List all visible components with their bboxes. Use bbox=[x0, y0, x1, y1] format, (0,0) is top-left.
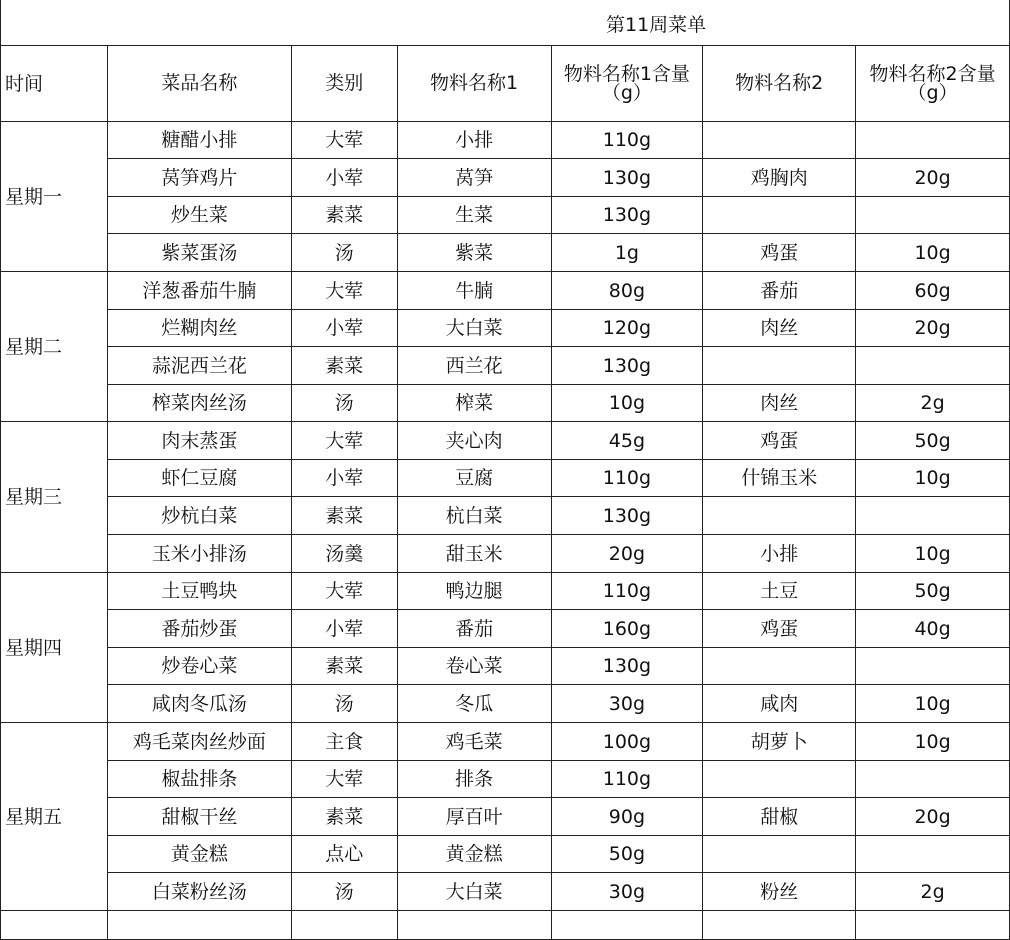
dish-name-cell: 番茄炒蛋 bbox=[107, 610, 291, 648]
empty-cell bbox=[291, 911, 397, 940]
menu-row bbox=[1, 234, 1010, 272]
day-cell: 星期一 bbox=[1, 122, 108, 272]
material2-name-cell: 什锦玉米 bbox=[703, 460, 856, 497]
category-cell: 主食 bbox=[291, 723, 397, 761]
material2-amount-cell: 20g bbox=[856, 798, 1010, 836]
category-cell: 大荤 bbox=[291, 272, 397, 310]
menu-row bbox=[1, 347, 1010, 385]
material2-name-cell bbox=[703, 347, 856, 385]
material2-name-cell: 胡萝卜 bbox=[703, 723, 856, 761]
header-cell: 物料名称1 bbox=[397, 46, 551, 122]
material2-amount-cell: 2g bbox=[856, 385, 1010, 422]
material1-name-cell: 鸡毛菜 bbox=[397, 723, 551, 761]
material1-amount-cell: 130g bbox=[551, 497, 703, 535]
category-cell: 汤 bbox=[291, 385, 397, 422]
material1-name-cell: 番茄 bbox=[397, 610, 551, 648]
material2-name-cell bbox=[703, 836, 856, 873]
material2-name-cell: 粉丝 bbox=[703, 873, 856, 911]
material2-name-cell: 土豆 bbox=[703, 573, 856, 610]
dish-name-cell: 蒜泥西兰花 bbox=[107, 347, 291, 385]
material2-name-cell: 肉丝 bbox=[703, 310, 856, 347]
dish-name-cell: 洋葱番茄牛腩 bbox=[107, 272, 291, 310]
dish-name-cell: 土豆鸭块 bbox=[107, 573, 291, 610]
header-cell: 物料名称2含量（g） bbox=[856, 46, 1010, 122]
material1-name-cell: 冬瓜 bbox=[397, 685, 551, 723]
material2-amount-cell bbox=[856, 347, 1010, 385]
material2-amount-cell: 2g bbox=[856, 873, 1010, 911]
category-cell: 汤 bbox=[291, 234, 397, 272]
header-cell: 菜品名称 bbox=[107, 46, 291, 122]
menu-row bbox=[1, 310, 1010, 347]
menu-row bbox=[1, 836, 1010, 873]
menu-row bbox=[1, 272, 1010, 310]
material1-amount-cell: 110g bbox=[551, 122, 703, 159]
material2-amount-cell bbox=[856, 648, 1010, 685]
title-row bbox=[0, 0, 1010, 45]
menu-row bbox=[1, 610, 1010, 648]
material1-name-cell: 卷心菜 bbox=[397, 648, 551, 685]
material1-name-cell: 杭白菜 bbox=[397, 497, 551, 535]
category-cell: 汤 bbox=[291, 685, 397, 723]
header-cell: 时间 bbox=[1, 46, 108, 122]
dish-name-cell: 榨菜肉丝汤 bbox=[107, 385, 291, 422]
material2-amount-cell bbox=[856, 197, 1010, 234]
category-cell: 小荤 bbox=[291, 310, 397, 347]
category-cell: 素菜 bbox=[291, 798, 397, 836]
dish-name-cell: 鸡毛菜肉丝炒面 bbox=[107, 723, 291, 761]
category-cell: 大荤 bbox=[291, 422, 397, 460]
menu-title: 第11周菜单 bbox=[606, 14, 707, 36]
material2-name-cell: 甜椒 bbox=[703, 798, 856, 836]
material1-amount-cell: 110g bbox=[551, 573, 703, 610]
material1-amount-cell: 80g bbox=[551, 272, 703, 310]
menu-row bbox=[1, 761, 1010, 798]
material2-amount-cell: 10g bbox=[856, 460, 1010, 497]
menu-row bbox=[1, 122, 1010, 159]
material1-amount-cell: 50g bbox=[551, 836, 703, 873]
menu-row bbox=[1, 573, 1010, 610]
material1-name-cell: 西兰花 bbox=[397, 347, 551, 385]
material2-amount-cell: 10g bbox=[856, 234, 1010, 272]
dish-name-cell: 紫菜蛋汤 bbox=[107, 234, 291, 272]
dish-name-cell: 炒卷心菜 bbox=[107, 648, 291, 685]
material1-name-cell: 豆腐 bbox=[397, 460, 551, 497]
material1-amount-cell: 130g bbox=[551, 347, 703, 385]
category-cell: 小荤 bbox=[291, 460, 397, 497]
dish-name-cell: 甜椒干丝 bbox=[107, 798, 291, 836]
header-cell: 物料名称1含量（g） bbox=[551, 46, 703, 122]
category-cell: 小荤 bbox=[291, 159, 397, 197]
material1-name-cell: 甜玉米 bbox=[397, 535, 551, 573]
category-cell: 大荤 bbox=[291, 761, 397, 798]
header-cell: 物料名称2 bbox=[703, 46, 856, 122]
material1-name-cell: 牛腩 bbox=[397, 272, 551, 310]
material2-amount-cell bbox=[856, 836, 1010, 873]
material1-amount-cell: 130g bbox=[551, 197, 703, 234]
category-cell: 大荤 bbox=[291, 573, 397, 610]
material1-name-cell: 排条 bbox=[397, 761, 551, 798]
dish-name-cell: 咸肉冬瓜汤 bbox=[107, 685, 291, 723]
category-cell: 汤羹 bbox=[291, 535, 397, 573]
material1-name-cell: 夹心肉 bbox=[397, 422, 551, 460]
material1-amount-cell: 100g bbox=[551, 723, 703, 761]
material1-amount-cell: 130g bbox=[551, 159, 703, 197]
material1-amount-cell: 110g bbox=[551, 761, 703, 798]
menu-row bbox=[1, 723, 1010, 761]
material1-amount-cell: 120g bbox=[551, 310, 703, 347]
menu-row bbox=[1, 497, 1010, 535]
material1-name-cell: 紫菜 bbox=[397, 234, 551, 272]
material1-amount-cell: 130g bbox=[551, 648, 703, 685]
menu-row bbox=[1, 648, 1010, 685]
material2-name-cell bbox=[703, 122, 856, 159]
material1-amount-cell: 160g bbox=[551, 610, 703, 648]
day-cell: 星期三 bbox=[1, 422, 108, 573]
material2-amount-cell: 50g bbox=[856, 573, 1010, 610]
material2-amount-cell: 10g bbox=[856, 535, 1010, 573]
material1-amount-cell: 30g bbox=[551, 685, 703, 723]
material2-amount-cell: 60g bbox=[856, 272, 1010, 310]
menu-row bbox=[1, 535, 1010, 573]
material1-name-cell: 榨菜 bbox=[397, 385, 551, 422]
material2-name-cell bbox=[703, 761, 856, 798]
material2-name-cell: 咸肉 bbox=[703, 685, 856, 723]
day-cell: 星期二 bbox=[1, 272, 108, 422]
category-cell: 大荤 bbox=[291, 122, 397, 159]
material1-amount-cell: 20g bbox=[551, 535, 703, 573]
material2-amount-cell: 50g bbox=[856, 422, 1010, 460]
menu-row bbox=[1, 873, 1010, 911]
header-cell: 类别 bbox=[291, 46, 397, 122]
material2-name-cell: 鸡蛋 bbox=[703, 422, 856, 460]
menu-row bbox=[1, 798, 1010, 836]
material1-name-cell: 生菜 bbox=[397, 197, 551, 234]
material2-name-cell: 鸡蛋 bbox=[703, 234, 856, 272]
material2-name-cell bbox=[703, 497, 856, 535]
menu-row bbox=[1, 422, 1010, 460]
category-cell: 点心 bbox=[291, 836, 397, 873]
material1-name-cell: 鸭边腿 bbox=[397, 573, 551, 610]
material2-amount-cell bbox=[856, 497, 1010, 535]
category-cell: 素菜 bbox=[291, 197, 397, 234]
menu-row bbox=[1, 197, 1010, 234]
material2-amount-cell bbox=[856, 122, 1010, 159]
day-cell: 星期五 bbox=[1, 723, 108, 911]
dish-name-cell: 烂糊肉丝 bbox=[107, 310, 291, 347]
material2-amount-cell bbox=[856, 761, 1010, 798]
menu-row bbox=[1, 685, 1010, 723]
empty-cell bbox=[397, 911, 551, 940]
material1-amount-cell: 30g bbox=[551, 873, 703, 911]
material2-amount-cell: 20g bbox=[856, 159, 1010, 197]
dish-name-cell: 虾仁豆腐 bbox=[107, 460, 291, 497]
material2-name-cell: 鸡胸肉 bbox=[703, 159, 856, 197]
frame-left-border bbox=[0, 0, 1, 45]
material2-name-cell: 肉丝 bbox=[703, 385, 856, 422]
menu-row bbox=[1, 460, 1010, 497]
material1-amount-cell: 10g bbox=[551, 385, 703, 422]
empty-cell bbox=[1, 911, 108, 940]
empty-cell bbox=[551, 911, 703, 940]
empty-cell bbox=[107, 911, 291, 940]
header-row bbox=[1, 46, 1010, 122]
dish-name-cell: 玉米小排汤 bbox=[107, 535, 291, 573]
material1-name-cell: 莴笋 bbox=[397, 159, 551, 197]
material1-name-cell: 厚百叶 bbox=[397, 798, 551, 836]
menu-row bbox=[1, 385, 1010, 422]
dish-name-cell: 黄金糕 bbox=[107, 836, 291, 873]
category-cell: 素菜 bbox=[291, 347, 397, 385]
material2-amount-cell: 10g bbox=[856, 723, 1010, 761]
empty-cell bbox=[856, 911, 1010, 940]
day-cell: 星期四 bbox=[1, 573, 108, 723]
material2-name-cell: 小排 bbox=[703, 535, 856, 573]
dish-name-cell: 肉末蒸蛋 bbox=[107, 422, 291, 460]
material2-name-cell bbox=[703, 197, 856, 234]
material2-amount-cell: 20g bbox=[856, 310, 1010, 347]
material1-amount-cell: 45g bbox=[551, 422, 703, 460]
material1-amount-cell: 110g bbox=[551, 460, 703, 497]
material2-name-cell: 番茄 bbox=[703, 272, 856, 310]
category-cell: 汤 bbox=[291, 873, 397, 911]
category-cell: 素菜 bbox=[291, 648, 397, 685]
material2-name-cell bbox=[703, 648, 856, 685]
dish-name-cell: 炒生菜 bbox=[107, 197, 291, 234]
dish-name-cell: 白菜粉丝汤 bbox=[107, 873, 291, 911]
dish-name-cell: 椒盐排条 bbox=[107, 761, 291, 798]
dish-name-cell: 炒杭白菜 bbox=[107, 497, 291, 535]
empty-row bbox=[1, 911, 1010, 940]
menu-row bbox=[1, 159, 1010, 197]
material1-amount-cell: 1g bbox=[551, 234, 703, 272]
material1-name-cell: 小排 bbox=[397, 122, 551, 159]
material2-name-cell: 鸡蛋 bbox=[703, 610, 856, 648]
dish-name-cell: 莴笋鸡片 bbox=[107, 159, 291, 197]
material1-name-cell: 大白菜 bbox=[397, 873, 551, 911]
material1-amount-cell: 90g bbox=[551, 798, 703, 836]
menu-table bbox=[0, 45, 1010, 940]
dish-name-cell: 糖醋小排 bbox=[107, 122, 291, 159]
material2-amount-cell: 40g bbox=[856, 610, 1010, 648]
category-cell: 小荤 bbox=[291, 610, 397, 648]
material1-name-cell: 大白菜 bbox=[397, 310, 551, 347]
empty-cell bbox=[703, 911, 856, 940]
material1-name-cell: 黄金糕 bbox=[397, 836, 551, 873]
material2-amount-cell: 10g bbox=[856, 685, 1010, 723]
category-cell: 素菜 bbox=[291, 497, 397, 535]
